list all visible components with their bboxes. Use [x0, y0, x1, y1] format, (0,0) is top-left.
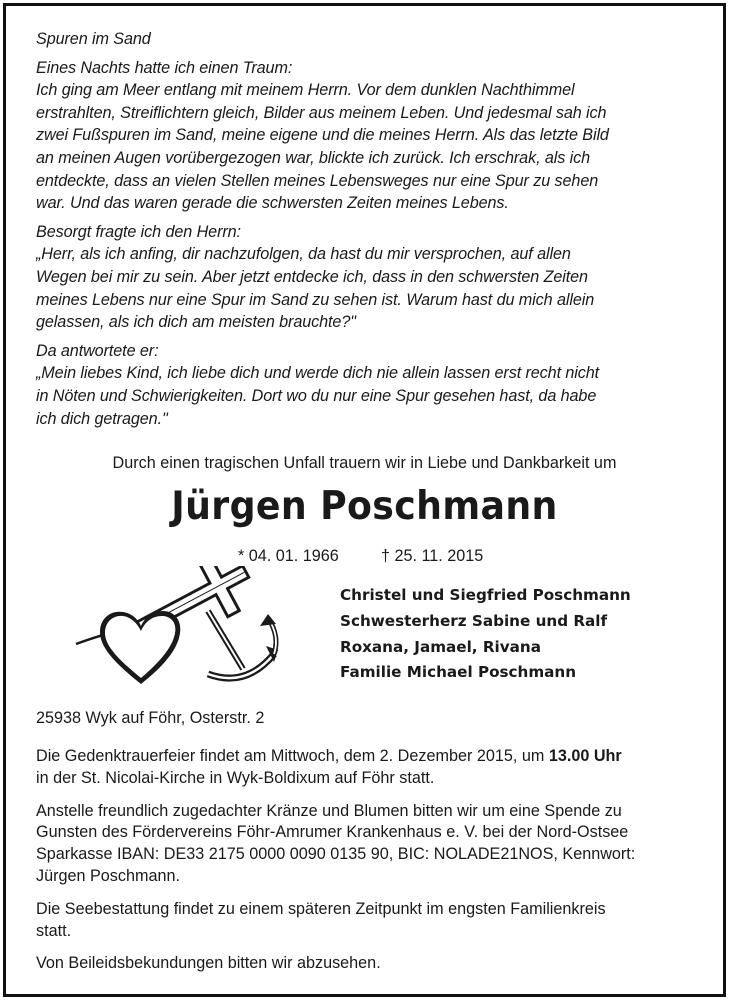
poem-title: Spuren im Sand: [36, 30, 151, 48]
poem-line: Wegen bei mir zu sein. Aber jetzt entdecke ich, dass in den schwersten Zeiten: [36, 267, 588, 286]
poem-line: „Mein liebes Kind, ich liebe dich und werde dich nie allein lassen erst recht nicht: [36, 364, 600, 383]
poem-line: Eines Nachts hatte ich einen Traum:: [36, 58, 293, 77]
donation-line: Gunsten des Fördervereins Föhr-Amrumer Krankenhaus e. V. bei der Nord-Ostsee: [36, 823, 629, 842]
burial-line: statt.: [36, 921, 72, 940]
poem-line: meines Lebens nur eine Spur im Sand zu sehen ist. Warum hast du mich allein: [36, 290, 595, 309]
intro-text: Durch einen tragischen Unfall trauern wir in Liebe und Dankbarkeit um: [112, 454, 617, 472]
burial-paragraph: [36, 899, 702, 943]
poem-line: erstrahlten, Streiflichtern gleich, Bilder aus meinem Leben. Und jedesmal sah ich: [36, 103, 607, 122]
mourners-list: [340, 583, 631, 686]
donation-line: Anstelle freundlich zugedachter Kränze und Blumen bitten wir um eine Spende zu: [36, 801, 622, 820]
mourner-entry: Christel und Siegfried Poschmann: [340, 586, 631, 604]
poem-line: ich dich getragen.": [36, 409, 168, 428]
poem-line: an meinen Augen vorübergezogen war, blickte ich zurück. Ich erschrak, als ich: [36, 148, 591, 167]
poem-stanza-2: [36, 221, 706, 334]
poem-line: in Nöten und Schwierigkeiten. Dort wo du nur eine Spur gesehen hast, da habe: [36, 386, 597, 405]
service-paragraph: [36, 746, 702, 790]
poem-line: zwei Fußspuren im Sand, meine eigene und die meines Herrn. Als das letzte Bild: [36, 126, 609, 145]
poem-line: entdeckte, dass an vielen Stellen meines Lebensweges nur eine Spur zu sehen: [36, 171, 599, 190]
poem-line: Da antwortete er:: [36, 341, 159, 360]
death-date: † 25. 11. 2015: [381, 547, 484, 565]
poem-stanza-1: [36, 57, 706, 215]
service-line: in der St. Nicolai-Kirche in Wyk-Boldixum auf Föhr statt.: [36, 768, 435, 787]
birth-date: * 04. 01. 1966: [238, 547, 339, 565]
poem-line: „Herr, als ich anfing, dir nachzufolgen, da hast du mir versprochen, auf allen: [36, 245, 571, 264]
burial-line: Die Seebestattung findet zu einem späteren Zeitpunkt im engsten Familienkreis: [36, 899, 606, 918]
notice-body: [36, 746, 702, 975]
obituary-notice: [3, 3, 726, 997]
poem-line: war. Und das waren gerade die schwersten Zeiten meines Lebens.: [36, 194, 509, 213]
address: 25938 Wyk auf Föhr, Osterstr. 2: [36, 709, 265, 727]
poem-line: gelassen, als ich dich am meisten brauchte?": [36, 313, 356, 332]
poem: [36, 28, 706, 436]
poem-line: Besorgt fragte ich den Herrn:: [36, 222, 241, 241]
donation-paragraph: [36, 801, 702, 888]
service-time: 13.00 Uhr: [548, 747, 622, 765]
poem-line: Ich ging am Meer entlang mit meinem Herrn. Vor dem dunklen Nachthimmel: [36, 81, 575, 100]
anchor-icon: [208, 611, 278, 678]
service-text: Die Gedenktrauerfeier findet am Mittwoch, dem 2. Dezember 2015, um: [36, 747, 545, 765]
mourner-entry: Schwesterherz Sabine und Ralf: [340, 611, 608, 630]
cross-anchor-heart-icon: [68, 566, 290, 684]
poem-stanza-3: [36, 340, 706, 430]
donation-line: Jürgen Poschmann.: [36, 866, 180, 885]
service-line: [36, 746, 702, 768]
condolence-note: Von Beileidsbekundungen bitten wir abzusehen.: [36, 954, 381, 973]
donation-line: Sparkasse IBAN: DE33 2175 0000 0090 0135 90, BIC: NOLADE21NOS, Kennwort:: [36, 845, 636, 864]
deceased-name: Jürgen Poschmann: [171, 484, 558, 529]
mourner-entry: Roxana, Jamael, Rivana: [340, 637, 541, 656]
mourner-entry: Familie Michael Poschmann: [340, 663, 577, 682]
